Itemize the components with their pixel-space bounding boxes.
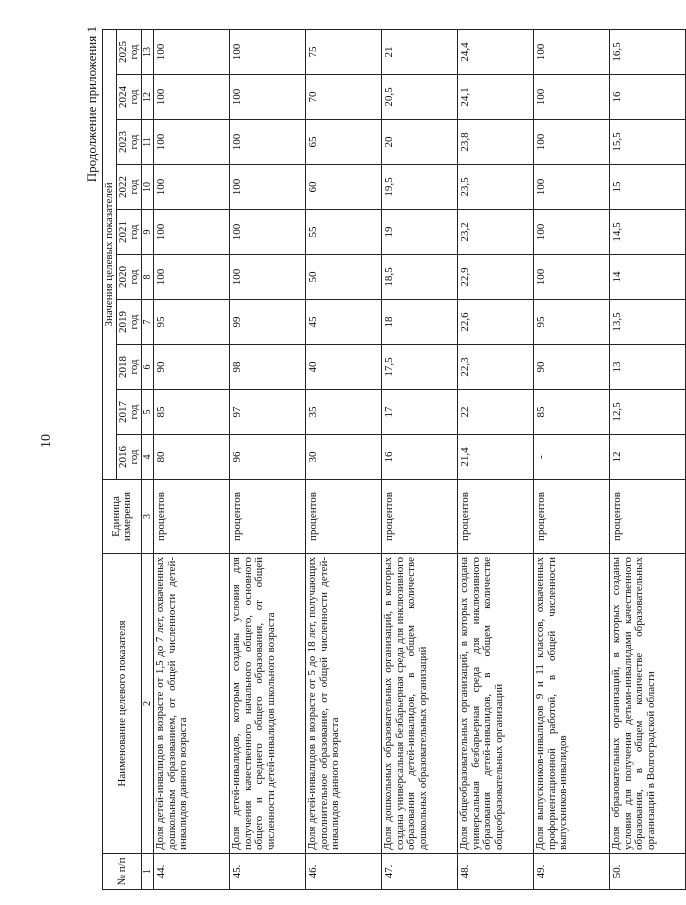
indicator-value: - — [534, 435, 610, 480]
target-indicators-table — [102, 29, 686, 890]
indicator-value: 100 — [230, 75, 306, 120]
column-number: 10 — [142, 165, 154, 210]
indicator-name: Доля детей-инвалидов, которым созданы условия для получения качественного начального общего, основного общего и среднего общего образования, от общей численности детей-инвалидов школьного возраста — [230, 554, 306, 854]
indicator-value: 16 — [610, 75, 686, 120]
row-number: 45. — [230, 854, 306, 890]
unit-of-measure: процентов — [534, 480, 610, 554]
column-number: 9 — [142, 210, 154, 255]
year-2022: 2022 год — [117, 165, 142, 210]
column-number-row — [142, 29, 154, 889]
indicator-value: 97 — [230, 390, 306, 435]
indicator-value: 100 — [154, 165, 230, 210]
indicator-value: 14 — [610, 255, 686, 300]
table-row — [154, 29, 230, 889]
table-row — [610, 29, 686, 889]
rotated-page — [80, 20, 657, 890]
indicator-value: 16,5 — [610, 29, 686, 74]
header-group: Значения целевых показателей — [103, 29, 117, 479]
indicator-value: 100 — [230, 165, 306, 210]
indicator-value: 22,3 — [458, 345, 534, 390]
column-number: 4 — [142, 435, 154, 480]
header-unit: Единица измерения — [103, 480, 142, 554]
appendix-subtitle: Продолжение приложения 1 — [84, 26, 99, 183]
indicator-value: 100 — [534, 75, 610, 120]
column-number: 8 — [142, 255, 154, 300]
indicator-value: 90 — [154, 345, 230, 390]
unit-of-measure: процентов — [230, 480, 306, 554]
indicator-value: 100 — [534, 29, 610, 74]
indicator-value: 20,5 — [382, 75, 458, 120]
year-2023: 2023 год — [117, 120, 142, 165]
table-row — [458, 29, 534, 889]
indicator-value: 100 — [534, 210, 610, 255]
indicator-value: 100 — [230, 255, 306, 300]
indicator-value: 90 — [534, 345, 610, 390]
column-number: 12 — [142, 75, 154, 120]
indicator-value: 13 — [610, 345, 686, 390]
indicator-value: 100 — [154, 29, 230, 74]
indicator-name: Доля дошкольных образовательных организаций, в которых создана универсальная безбарьерная среда для инклюзивного образования детей-инвалидов, в общем количестве дошкольных образовательных организаций — [382, 554, 458, 854]
year-2017: 2017 год — [117, 390, 142, 435]
indicator-name: Доля общеобразовательных организаций, в которых создана универсальная безбарьерная среда для инклюзивного образования детей-инвалидов, в общем количестве общеобразовательных организаций — [458, 554, 534, 854]
indicator-value: 15 — [610, 165, 686, 210]
indicator-value: 95 — [154, 300, 230, 345]
year-2021: 2021 год — [117, 210, 142, 255]
indicator-value: 100 — [534, 120, 610, 165]
column-number: 6 — [142, 345, 154, 390]
row-number: 44. — [154, 854, 230, 890]
indicator-value: 15,5 — [610, 120, 686, 165]
indicator-value: 100 — [230, 120, 306, 165]
indicator-value: 20 — [382, 120, 458, 165]
indicator-value: 16 — [382, 435, 458, 480]
indicator-value: 23,5 — [458, 165, 534, 210]
unit-of-measure: процентов — [154, 480, 230, 554]
indicator-value: 100 — [230, 210, 306, 255]
column-number: 13 — [142, 29, 154, 74]
indicator-value: 24,1 — [458, 75, 534, 120]
indicator-value: 80 — [154, 435, 230, 480]
indicator-value: 23,8 — [458, 120, 534, 165]
indicator-value: 100 — [154, 255, 230, 300]
indicator-value: 99 — [230, 300, 306, 345]
indicator-value: 96 — [230, 435, 306, 480]
unit-of-measure: процентов — [610, 480, 686, 554]
indicator-value: 35 — [306, 390, 382, 435]
indicator-value: 100 — [154, 75, 230, 120]
indicator-value: 14,5 — [610, 210, 686, 255]
table-row — [230, 29, 306, 889]
indicator-value: 85 — [154, 390, 230, 435]
row-number: 50. — [610, 854, 686, 890]
indicator-value: 95 — [534, 300, 610, 345]
indicator-value: 45 — [306, 300, 382, 345]
indicator-value: 100 — [534, 165, 610, 210]
indicator-value: 65 — [306, 120, 382, 165]
row-number: 49. — [534, 854, 610, 890]
row-number: 48. — [458, 854, 534, 890]
unit-of-measure: процентов — [458, 480, 534, 554]
column-number: 1 — [142, 854, 154, 890]
indicator-name: Доля детей-инвалидов в возрасте от 1,5 до 7 лет, охваченных дошкольным образованием, от общей численности детей-инвалидов данного возраста — [154, 554, 230, 854]
year-2024: 2024 год — [117, 75, 142, 120]
indicator-name: Доля детей-инвалидов в возрасте от 5 до 18 лет, получающих дополнительное образование, от общей численности детей-инвалидов данного возраста — [306, 554, 382, 854]
year-2025: 2025 год — [117, 29, 142, 74]
indicator-value: 55 — [306, 210, 382, 255]
column-number: 5 — [142, 390, 154, 435]
indicator-value: 85 — [534, 390, 610, 435]
indicator-value: 19,5 — [382, 165, 458, 210]
indicator-value: 98 — [230, 345, 306, 390]
indicator-value: 24,4 — [458, 29, 534, 74]
column-number: 11 — [142, 120, 154, 165]
indicator-value: 60 — [306, 165, 382, 210]
year-2020: 2020 год — [117, 255, 142, 300]
indicator-value: 17,5 — [382, 345, 458, 390]
indicator-value: 21,4 — [458, 435, 534, 480]
indicator-value: 100 — [154, 120, 230, 165]
table-row — [382, 29, 458, 889]
header-name: Наименование целевого показателя — [103, 554, 142, 854]
year-2018: 2018 год — [117, 345, 142, 390]
indicator-value: 100 — [534, 255, 610, 300]
indicator-value: 12 — [610, 435, 686, 480]
year-2016: 2016 год — [117, 435, 142, 480]
row-number: 46. — [306, 854, 382, 890]
indicator-value: 40 — [306, 345, 382, 390]
indicator-value: 50 — [306, 255, 382, 300]
indicator-value: 100 — [230, 29, 306, 74]
unit-of-measure: процентов — [306, 480, 382, 554]
table-row — [306, 29, 382, 889]
indicator-name: Доля образовательных организаций, в которых созданы условия для получения детьми-инвалидами качественного образования, в общем количестве образовательных организаций в Волгоградской области — [610, 554, 686, 854]
indicator-name: Доля выпускников-инвалидов 9 и 11 классов, охваченных профориентационной работой, в общей численности выпускников-инвалидов — [534, 554, 610, 854]
column-number: 7 — [142, 300, 154, 345]
indicator-value: 75 — [306, 29, 382, 74]
table-row — [534, 29, 610, 889]
indicator-value: 18,5 — [382, 255, 458, 300]
column-number: 2 — [142, 554, 154, 854]
indicator-value: 13,5 — [610, 300, 686, 345]
row-number: 47. — [382, 854, 458, 890]
indicator-value: 21 — [382, 29, 458, 74]
indicator-value: 17 — [382, 390, 458, 435]
page-number: 10 — [39, 434, 54, 448]
indicator-value: 22 — [458, 390, 534, 435]
indicator-value: 19 — [382, 210, 458, 255]
indicator-value: 30 — [306, 435, 382, 480]
column-number: 3 — [142, 480, 154, 554]
indicator-value: 22,6 — [458, 300, 534, 345]
year-2019: 2019 год — [117, 300, 142, 345]
indicator-value: 100 — [154, 210, 230, 255]
indicator-value: 23,2 — [458, 210, 534, 255]
header-num: № п/п — [103, 854, 142, 890]
indicator-value: 22,9 — [458, 255, 534, 300]
indicator-value: 18 — [382, 300, 458, 345]
indicator-value: 12,5 — [610, 390, 686, 435]
unit-of-measure: процентов — [382, 480, 458, 554]
indicator-value: 70 — [306, 75, 382, 120]
